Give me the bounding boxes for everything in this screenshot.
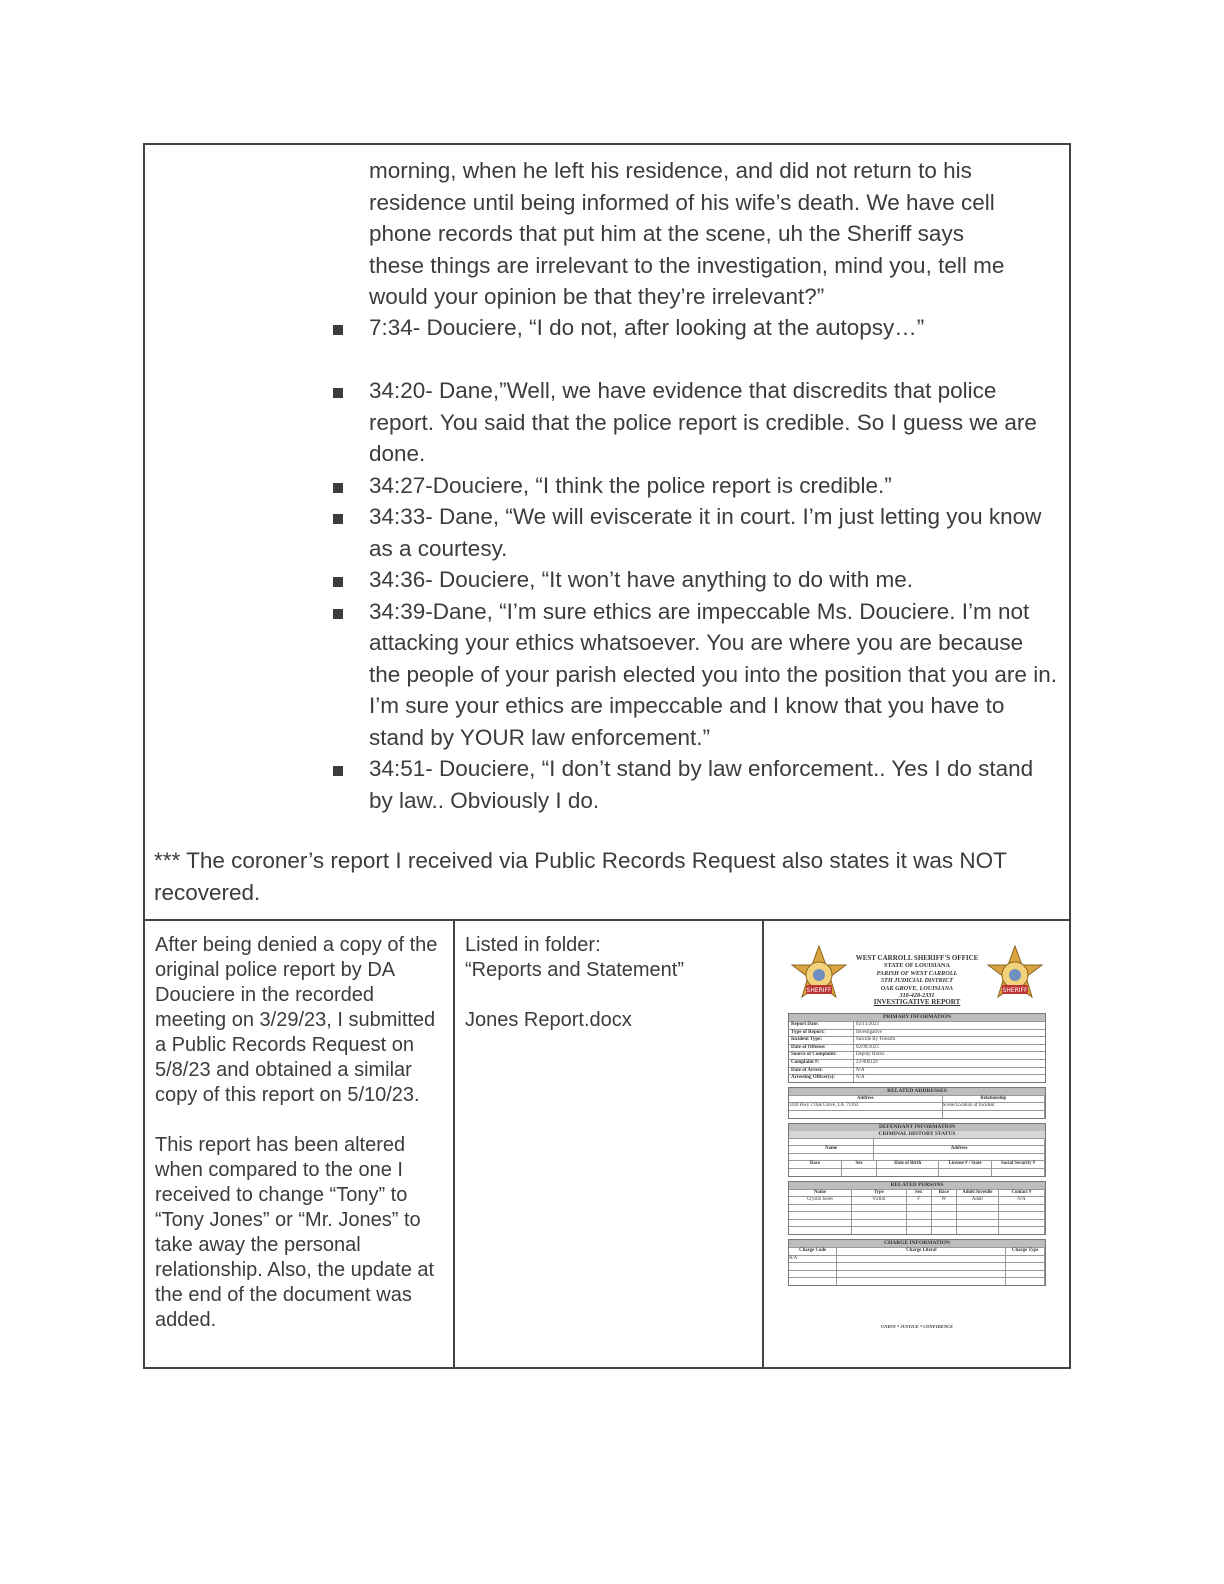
field-value: 23-000129 <box>856 1059 878 1065</box>
table-cell <box>837 1262 1006 1270</box>
location-cell <box>455 921 764 1367</box>
description-cell <box>145 921 455 1367</box>
table-cell <box>852 1211 907 1219</box>
list-item <box>333 375 1059 470</box>
related-addresses-section <box>788 1087 1046 1119</box>
column-header: Relationship <box>943 1095 1045 1103</box>
table-cell <box>789 1110 943 1118</box>
table-cell <box>852 1219 907 1227</box>
table-cell: N/A <box>999 1196 1045 1204</box>
field-value: Deputy Harris <box>856 1052 885 1058</box>
transcript-bullets-b <box>333 375 1059 816</box>
table-cell <box>877 1168 939 1176</box>
report-header <box>788 945 1046 1009</box>
bullet-square-icon <box>333 577 343 587</box>
bullet-text: 34:33- Dane, “We will eviscerate it in court. I’m just letting you know as a courtesy. <box>369 504 1042 561</box>
table-cell <box>874 1138 1045 1146</box>
svg-text:SHERIFF: SHERIFF <box>806 987 832 994</box>
header-line: PARISH OF WEST CARROLL <box>876 969 958 977</box>
table-cell: Adult <box>957 1196 999 1204</box>
table-cell <box>789 1204 852 1212</box>
header-line: INVESTIGATIVE REPORT <box>873 998 961 1007</box>
table-cell <box>842 1168 877 1176</box>
table-row <box>789 1059 1045 1067</box>
evidence-row <box>145 921 1069 1367</box>
field-value: 02/13/2023 <box>856 1022 879 1027</box>
related-persons-section <box>788 1181 1046 1236</box>
section-title: RELATED PERSONS <box>789 1182 1045 1189</box>
folder-label: Listed in folder: <box>465 934 601 956</box>
table-cell <box>1006 1277 1045 1285</box>
paragraph-line: morning, when he left his residence, and did not return to his <box>369 158 972 183</box>
list-item <box>333 470 1059 502</box>
header-line: OAK GROVE, LOUISIANA <box>880 984 954 992</box>
persons-grid <box>789 1189 1045 1235</box>
table-cell <box>999 1211 1045 1219</box>
column-header: Race <box>932 1189 957 1197</box>
column-header: Address <box>789 1095 943 1103</box>
table-cell <box>992 1168 1045 1176</box>
table-cell <box>1006 1255 1045 1263</box>
table-cell <box>999 1219 1045 1227</box>
transcript-cell <box>145 145 1069 921</box>
table-row <box>789 1021 1045 1029</box>
table-cell: N/A <box>789 1255 837 1263</box>
defendant-grid <box>789 1138 1045 1161</box>
table-cell <box>789 1138 874 1146</box>
table-cell <box>837 1277 1006 1285</box>
field-label: Source of Complaint: <box>789 1052 854 1059</box>
table-row <box>789 1044 1045 1052</box>
addresses-grid <box>789 1095 1045 1118</box>
column-header: Contact # <box>999 1189 1045 1197</box>
column-header: License # / State <box>939 1160 992 1168</box>
table-cell <box>907 1219 932 1227</box>
table-cell <box>789 1168 842 1176</box>
table-cell <box>932 1211 957 1219</box>
header-line: 318-428-2331 <box>899 992 935 1000</box>
table-cell: Crystal Jones <box>789 1196 852 1204</box>
table-row <box>789 1036 1045 1044</box>
table-cell <box>789 1270 837 1278</box>
table-cell <box>907 1211 932 1219</box>
table-row <box>789 1074 1045 1082</box>
bullet-text: 7:34- Douciere, “I do not, after looking at the autopsy…” <box>369 315 925 340</box>
charge-grid <box>789 1247 1045 1285</box>
continued-paragraph <box>369 155 1059 313</box>
column-header: Date of Birth <box>877 1160 939 1168</box>
table-cell: F <box>907 1196 932 1204</box>
list-item <box>333 564 1059 596</box>
primary-information-section <box>788 1013 1046 1083</box>
field-value: N/A <box>856 1075 865 1081</box>
table-cell <box>907 1204 932 1212</box>
section-title: DEFENDANT INFORMATION <box>789 1124 1045 1131</box>
table-cell <box>789 1219 852 1227</box>
section-subtitle: CRIMINAL HISTORY STATUS <box>789 1131 1045 1138</box>
description-paragraph: After being denied a copy of the original police report by DA Douciere in the recorded meeting on 3/29/23, I submitted a Public Records Request on 5/8/23 and obtained a similar copy of this report on 5/10/23. <box>155 934 438 1106</box>
table-cell <box>789 1262 837 1270</box>
bullet-square-icon <box>333 766 343 776</box>
report-image-cell <box>764 921 1069 1367</box>
table-cell: 1438 Hwy 2 Oak Grove, LA. 71263 <box>789 1102 943 1110</box>
list-item <box>333 501 1059 564</box>
bullet-text: 34:39-Dane, “I’m sure ethics are impeccable Ms. Douciere. I’m not attacking your ethics whatsoever. You are where you are because the people of your parish elected you into the position that you are in. I’m sure your ethics are impeccable and I know that you have to stand by YOUR law enforcement.” <box>369 598 1057 750</box>
bullet-square-icon <box>333 325 343 335</box>
paragraph-line: phone records that put him at the scene, uh the Sheriff says <box>369 221 964 246</box>
table-cell <box>932 1219 957 1227</box>
sheriff-badge-icon <box>984 945 1046 1007</box>
field-value: 02/09/2023 <box>856 1044 879 1050</box>
table-cell <box>789 1153 874 1161</box>
field-label: Date of Arrest: <box>789 1068 854 1075</box>
field-value: Suicide By Firearm <box>856 1037 896 1043</box>
column-header: Address <box>874 1145 1045 1153</box>
column-header: Sex <box>907 1189 932 1197</box>
table-cell <box>1006 1270 1045 1278</box>
column-header: Type <box>852 1189 907 1197</box>
table-cell <box>837 1255 1006 1263</box>
bullet-text: 34:27-Douciere, “I think the police report is credible.” <box>369 472 892 498</box>
table-cell: Scene/Location of Incident <box>943 1102 1045 1110</box>
column-header: Sex <box>842 1160 877 1168</box>
field-label: Report Date: <box>789 1022 854 1029</box>
field-label: Incident Type: <box>789 1037 854 1044</box>
table-cell <box>1006 1262 1045 1270</box>
defendant-detail-grid <box>789 1160 1045 1175</box>
defendant-information-section <box>788 1123 1046 1177</box>
table-cell <box>852 1204 907 1212</box>
table-cell: Victim <box>852 1196 907 1204</box>
bullet-text: 34:36- Douciere, “It won’t have anything to do with me. <box>369 567 914 592</box>
table-cell <box>789 1211 852 1219</box>
svg-text:SHERIFF: SHERIFF <box>1002 987 1028 994</box>
bullet-square-icon <box>333 514 343 524</box>
table-cell <box>939 1168 992 1176</box>
column-header: Adult/Juvenile <box>957 1189 999 1197</box>
header-line: 5TH JUDICIAL DISTRICT <box>881 977 953 985</box>
field-value: N/A <box>856 1067 865 1073</box>
sheriff-badge-icon <box>788 945 850 1007</box>
table-cell <box>789 1226 852 1234</box>
table-cell: W <box>932 1196 957 1204</box>
file-name: Jones Report.docx <box>465 1009 632 1031</box>
table-cell <box>852 1226 907 1234</box>
column-header: Charge Type <box>1006 1247 1045 1255</box>
charge-information-section <box>788 1239 1046 1286</box>
table-row <box>789 1029 1045 1037</box>
document-table <box>143 143 1071 1369</box>
bullet-text: 34:20- Dane,”Well, we have evidence that discredits that police report. You said that the police report is credible. So I guess we are done. <box>369 378 1037 466</box>
section-title: CHARGE INFORMATION <box>789 1240 1045 1247</box>
table-cell <box>789 1277 837 1285</box>
bullet-text: 34:51- Douciere, “I don’t stand by law enforcement.. Yes I do stand by law.. Obviously I do. <box>369 756 1034 813</box>
section-title: PRIMARY INFORMATION <box>789 1014 1045 1021</box>
column-header: Name <box>789 1145 874 1153</box>
table-cell <box>907 1226 932 1234</box>
column-header: Name <box>789 1189 852 1197</box>
table-cell <box>999 1226 1045 1234</box>
coroner-note: *** The coroner’s report I received via Public Records Request also states it was NOT recovered. <box>154 848 1007 905</box>
table-cell <box>957 1219 999 1227</box>
header-line: STATE OF LOUISIANA <box>884 962 950 970</box>
column-header: Charge Literal <box>837 1247 1006 1255</box>
table-cell <box>999 1204 1045 1212</box>
folder-name: “Reports and Statement” <box>465 959 684 981</box>
paragraph-line: residence until being informed of his wife’s death. We have cell <box>369 189 995 215</box>
paragraph-line: these things are irrelevant to the investigation, mind you, tell me <box>369 252 1005 278</box>
table-cell <box>932 1226 957 1234</box>
table-cell <box>932 1204 957 1212</box>
table-cell <box>957 1226 999 1234</box>
list-item <box>333 596 1059 754</box>
bullet-square-icon <box>333 609 343 619</box>
field-label: Arresting Officer(s): <box>789 1075 854 1082</box>
table-cell <box>837 1270 1006 1278</box>
table-row <box>789 1067 1045 1075</box>
transcript-bullets-a <box>333 312 1059 344</box>
bullet-square-icon <box>333 388 343 398</box>
table-cell <box>874 1153 1045 1161</box>
header-line: WEST CARROLL SHERIFF'S OFFICE <box>855 954 979 962</box>
field-label: Type of Report: <box>789 1030 854 1037</box>
column-header: Race <box>789 1160 842 1168</box>
description-paragraph: This report has been altered when compared to the one I received to change “Tony” to “Tony Jones” or “Mr. Jones” to take away the personal relationship. Also, the update at the end of the document was added. <box>155 1134 435 1331</box>
field-value: Investigative <box>856 1029 882 1035</box>
table-cell <box>957 1204 999 1212</box>
table-row <box>789 1051 1045 1059</box>
column-header: Social Security # <box>992 1160 1045 1168</box>
paragraph-line: would your opinion be that they’re irrelevant?” <box>369 284 825 309</box>
table-cell <box>943 1110 1045 1118</box>
field-label: Complaint #: <box>789 1060 854 1067</box>
report-motto: UNION * JUSTICE * CONFIDENCE <box>880 1324 953 1330</box>
bullet-square-icon <box>333 483 343 493</box>
table-cell <box>957 1211 999 1219</box>
field-label: Date of Offense: <box>789 1045 854 1052</box>
report-thumbnail <box>788 945 1046 1339</box>
list-item <box>333 312 1059 344</box>
column-header: Charge Code <box>789 1247 837 1255</box>
section-title: RELATED ADDRESSES <box>789 1088 1045 1095</box>
list-item <box>333 753 1059 816</box>
